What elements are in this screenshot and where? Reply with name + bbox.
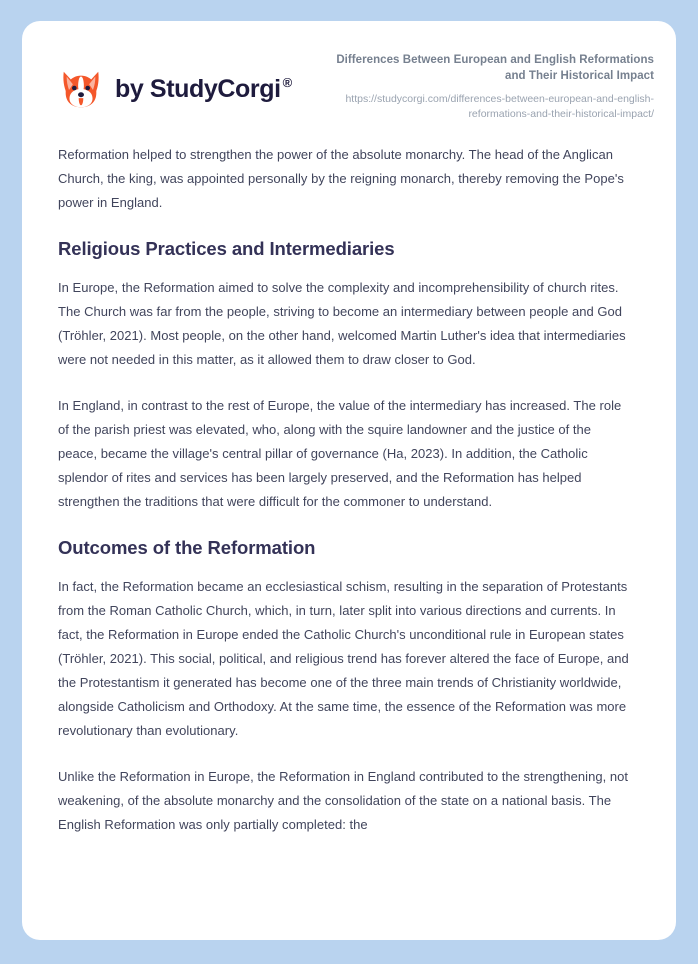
brand-logo-group[interactable] [58,66,292,112]
section-heading-religious-practices: Religious Practices and Intermediaries [58,238,395,259]
brand-wordmark [115,75,292,104]
section-heading-outcomes: Outcomes of the Reformation [58,537,316,559]
document-header [22,21,676,143]
body-paragraph: In fact, the Reformation became an ecclesiastical schism, resulting in the separation of Protestants from the Roman Catholic Church, which, in turn, later split into various directions and currents. In fact, the Reformation in Europe ended the Catholic Church's unconditional rule in European states (Tröhler, 2021). This social, political, and religious trend has forever altered the face of Europe, and the Protestantism it generated has become one of the three main trends of Christianity worldwide, alongside Catholicism and Orthodoxy. At the same time, the essence of the Reformation was more revolutionary than evolutionary. [58,579,629,739]
body-paragraph: In Europe, the Reformation aimed to solve the complexity and incomprehensibility of church rites. The Church was far from the people, striving to become an intermediary between people and God (Tröhler, 2021). Most people, on the other hand, welcomed Martin Luther's idea that intermediaries were not needed in this matter, as it allowed them to draw closer to God. [58,280,626,368]
source-url[interactable]: https://studycorgi.com/differences-between-european-and-english-reformations-and-their-historical-impact/ [345,92,654,120]
document-body [22,143,676,837]
registered-trademark-icon: ® [282,75,292,91]
brand-wordmark-text: by StudyCorgi [115,74,281,103]
page-title: Differences Between European and English Reformations and Their Historical Impact [336,53,654,83]
body-paragraph-truncated: Unlike the Reformation in Europe, the Reformation in England contributed to the strengthening, not weakening, of the absolute monarchy and the consolidation of the state on a national basis. The English Reformation was only partially completed: the [58,769,628,833]
body-paragraph: Reformation helped to strengthen the power of the absolute monarchy. The head of the Anglican Church, the king, was appointed personally by the reigning monarch, thereby removing the Pope's power in England. [58,147,624,210]
document-paper [22,21,676,940]
body-paragraph: In England, in contrast to the rest of Europe, the value of the intermediary has increased. The role of the parish priest was elevated, who, along with the squire landowner and the justice of the peace, became the village's central pillar of governance (Ha, 2023). In addition, the Catholic splendor of rites and services has been largely preserved, and the Reformation has helped strengthen the traditions that were difficult for the commoner to understand. [58,398,622,510]
corgi-face-icon [58,66,104,112]
header-meta [314,52,654,122]
